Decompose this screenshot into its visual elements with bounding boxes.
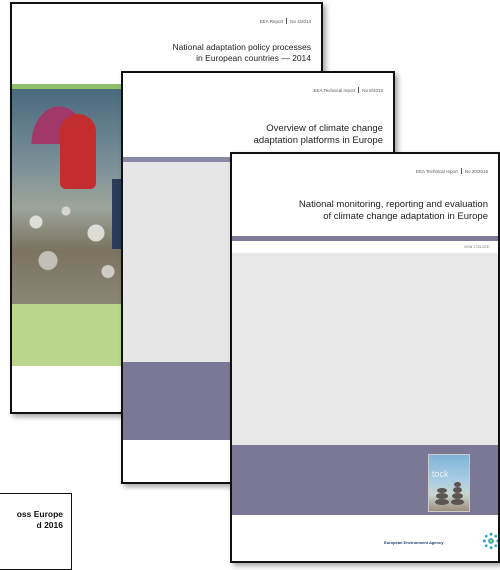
report-series-label: [260, 18, 311, 24]
partial-report-title: oss Europe d 2016: [16, 509, 63, 531]
stone-7: [454, 482, 461, 487]
series-name: EEA Technical report: [313, 88, 356, 93]
report-cover-monitoring-evaluation-2015[interactable]: [230, 152, 500, 563]
stone-1: [435, 499, 449, 505]
report-series-label: [416, 168, 488, 174]
stone-6: [453, 487, 462, 493]
report-series-label: [314, 87, 383, 93]
stone-3: [437, 488, 447, 493]
series-name: EEA Technical report: [416, 169, 458, 174]
stone-4: [451, 499, 464, 505]
cover-body: [232, 253, 498, 445]
report-number: No 20/2015: [464, 169, 488, 174]
eea-logo-icon: [482, 532, 500, 550]
series-separator: [286, 18, 287, 24]
issn-label: ISSN 1725-2237: [464, 245, 490, 249]
photo-caption: tock: [432, 469, 449, 479]
logo-center: [490, 540, 493, 543]
person-in-red-coat: [60, 114, 96, 189]
publisher-name: European Environment Agency: [384, 540, 444, 545]
series-separator: [358, 87, 359, 93]
report-cover-partial[interactable]: [0, 493, 72, 570]
stone-2: [436, 493, 448, 499]
stone-5: [452, 493, 463, 499]
purple-stripe: [232, 236, 498, 241]
report-title: Overview of climate change adaptation platforms in Europe: [253, 123, 383, 146]
report-title: National monitoring, reporting and evaluation of climate change adaptation in Europe: [298, 199, 488, 222]
series-name: EEA Report: [259, 19, 284, 24]
report-number: No 5/2015: [362, 88, 383, 93]
series-separator: [461, 168, 462, 174]
report-title: National adaptation policy processes in European countries — 2014: [172, 42, 311, 63]
report-number: No 4/2014: [290, 19, 311, 24]
stacked-stones-photo: [428, 454, 470, 512]
